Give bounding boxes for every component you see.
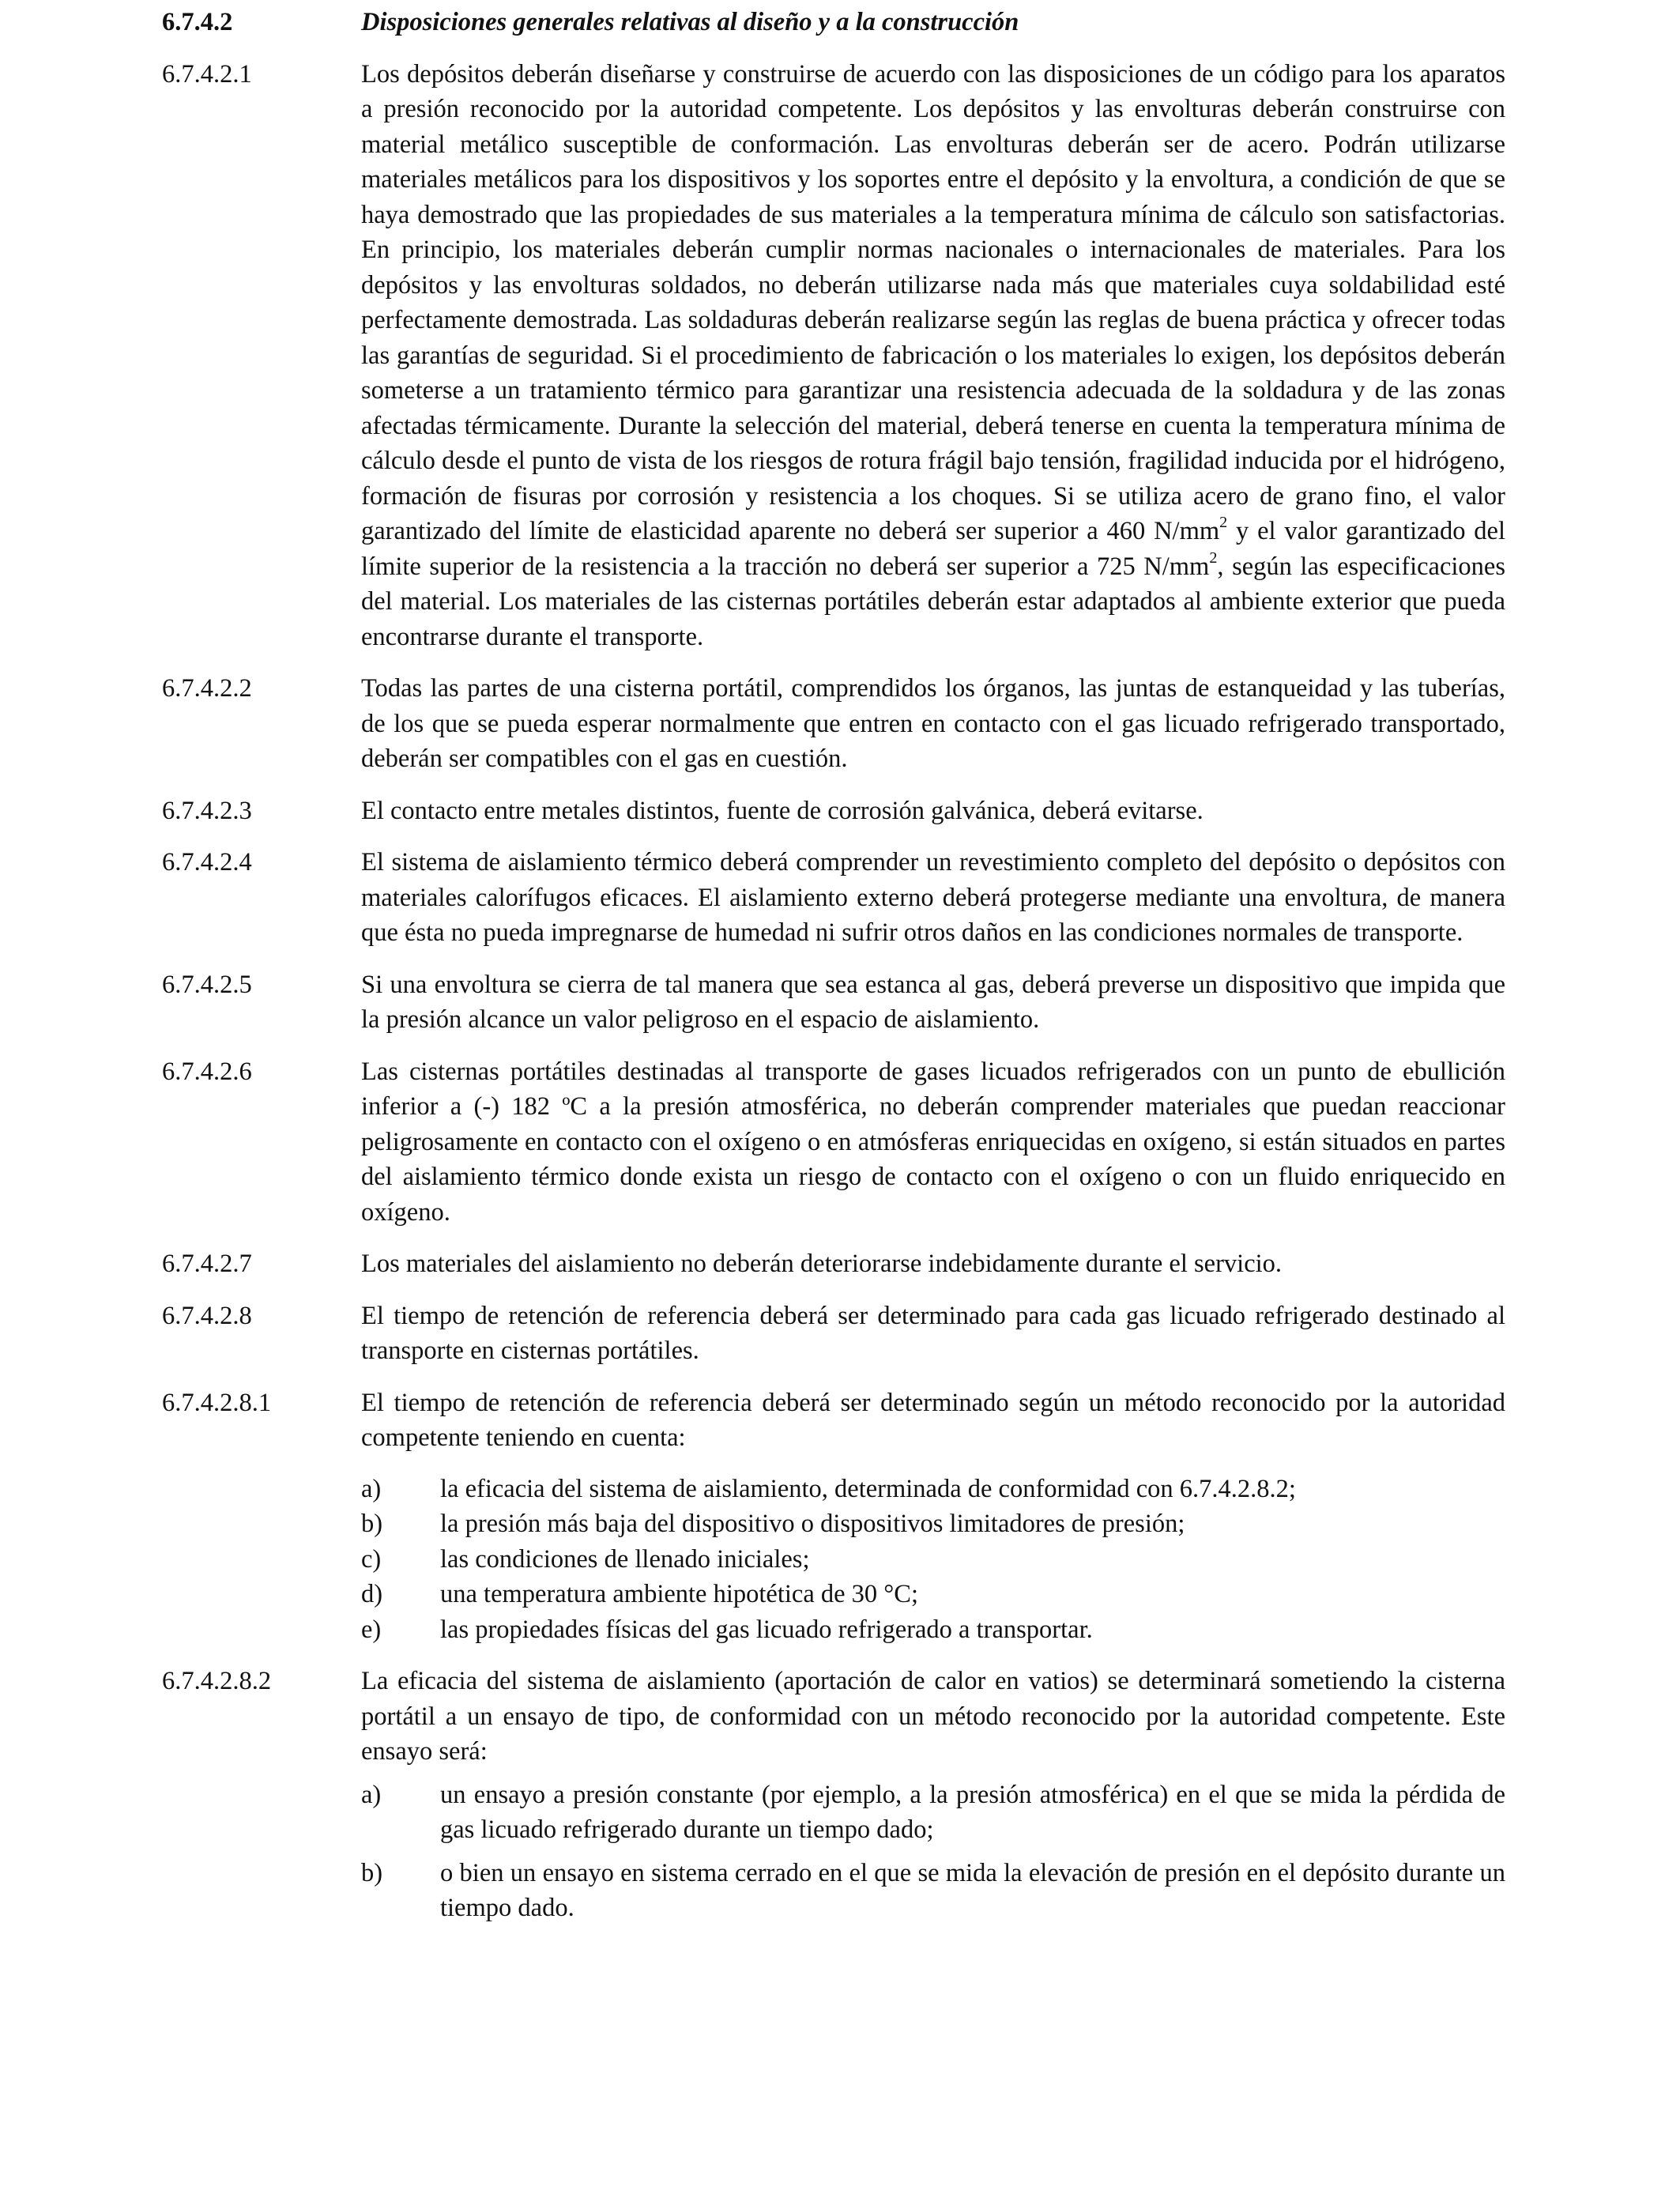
- section-title: Disposiciones generales relativas al diseño y a la construcción: [361, 8, 1019, 36]
- paragraph-number: 6.7.4.2.8: [162, 1301, 252, 1330]
- list-item: [361, 1542, 1505, 1578]
- superscript: 2: [1219, 513, 1228, 531]
- paragraph-text-part: , según las especificaciones del material. Los materiales de las cisternas portátiles deberán estar adaptados al ambiente exterior que pueda encontrarse durante el transporte.: [361, 552, 1506, 651]
- list-item-text: las condiciones de llenado iniciales;: [440, 1544, 810, 1574]
- list-item: [361, 1472, 1505, 1507]
- section-heading: [162, 5, 1505, 40]
- paragraph-text-part: y el valor garantizado del límite superior de la resistencia a la tracción no deberá ser superior a 725 N/mm: [361, 517, 1505, 581]
- paragraph-number: 6.7.4.2.6: [162, 1057, 252, 1086]
- list-marker: a): [361, 1780, 382, 1809]
- list-item-text: la presión más baja del dispositivo o dispositivos limitadores de presión;: [440, 1510, 1185, 1538]
- list-item-text: un ensayo a presión constante (por ejemplo, a la presión atmosférica) en el que se mida la pérdida de gas licuado refrigerado durante un tiempo dado;: [440, 1780, 1505, 1844]
- paragraph-6-7-4-2-8-2: [162, 1664, 1505, 1926]
- paragraph-6-7-4-2-6: [162, 1054, 1505, 1231]
- paragraph-6-7-4-2-3: [162, 794, 1505, 829]
- list-item-text: las propiedades físicas del gas licuado refrigerado a transportar.: [440, 1615, 1093, 1644]
- paragraph-text-part: Los depósitos deberán diseñarse y construirse de acuerdo con las disposiciones de un código para los aparatos a presión reconocido por la autoridad competente. Los depósitos y las envolturas deberán construirse con material metálico susceptible de conformación. Las envolturas deberán ser de acero. Podrán utilizarse materiales metálicos para los dispositivos y los soportes entre el depósito y la envoltura, a condición de que se haya demostrado que las propiedades de sus materiales a la temperatura mínima de cálculo son satisfactorias. En principio, los materiales deberán cumplir normas nacionales o internacionales de materiales. Para los depósitos y las envolturas soldados, no deberán utilizarse nada más que materiales cuya soldabilidad esté perfectamente demostrada. Las soldaduras deberán realizarse según las reglas de buena práctica y ofrecer todas las garantías de seguridad. Si el procedimiento de fabricación o los materiales lo exigen, los depósitos deberán someterse a un tratamiento térmico para garantizar una resistencia adecuada de la soldadura y de las zonas afectadas térmicamente. Durante la selección del material, deberá tenerse en cuenta la temperatura mínima de cálculo desde el punto de vista de los riesgos de rotura frágil bajo tensión, fragilidad inducida por el hidrógeno, formación de fisuras por corrosión y resistencia a los choques. Si se utiliza acero de grano fino, el valor garantizado del límite de elasticidad aparente no deberá ser superior a 460 N/mm: [361, 59, 1505, 545]
- paragraph-6-7-4-2-7: [162, 1246, 1505, 1282]
- paragraph-6-7-4-2-5: [162, 967, 1505, 1038]
- paragraph-number: 6.7.4.2.8.2: [162, 1667, 272, 1695]
- list-item: [361, 1506, 1505, 1542]
- list-marker: c): [361, 1544, 382, 1574]
- document-page: [162, 5, 1505, 1926]
- paragraph-text: [361, 57, 1505, 655]
- list-marker: e): [361, 1615, 382, 1644]
- paragraph-number: 6.7.4.2.3: [162, 796, 252, 825]
- paragraph-number: 6.7.4.2.2: [162, 674, 252, 703]
- list-item-text: la eficacia del sistema de aislamiento, determinada de conformidad con 6.7.4.2.8.2;: [440, 1474, 1296, 1503]
- list-marker: b): [361, 1858, 383, 1887]
- paragraph-text: La eficacia del sistema de aislamiento (aportación de calor en vatios) se determinará sometiendo la cisterna portátil a un ensayo de tipo, de conformidad con un método reconocido por la autoridad competente. Este ensayo será:: [361, 1667, 1505, 1766]
- paragraph-text: Si una envoltura se cierra de tal manera que sea estanca al gas, deberá preverse un dispositivo que impida que la presión alcance un valor peligroso en el espacio de aislamiento.: [361, 970, 1505, 1034]
- list-item: [361, 1612, 1505, 1648]
- list-item: [361, 1777, 1505, 1848]
- paragraph-6-7-4-2-4: [162, 845, 1505, 951]
- paragraph-text: El tiempo de retención de referencia deberá ser determinado para cada gas licuado refrigerado destinado al transporte en cisternas portátiles.: [361, 1301, 1505, 1365]
- paragraph-text: El tiempo de retención de referencia deberá ser determinado según un método reconocido por la autoridad competente teniendo en cuenta:: [361, 1388, 1505, 1452]
- list-item-text: una temperatura ambiente hipotética de 30 °C;: [440, 1580, 918, 1608]
- paragraph-text: El contacto entre metales distintos, fuente de corrosión galvánica, deberá evitarse.: [361, 796, 1203, 825]
- superscript: 2: [1209, 548, 1218, 567]
- paragraph-number: 6.7.4.2.7: [162, 1250, 252, 1278]
- section-number: 6.7.4.2: [162, 8, 233, 36]
- paragraph-body: [361, 1385, 1505, 1648]
- list-item-text: o bien un ensayo en sistema cerrado en el que se mida la elevación de presión en el depósito durante un tiempo dado.: [440, 1858, 1505, 1922]
- criteria-list: [361, 1472, 1505, 1648]
- list-item: [361, 1577, 1505, 1612]
- paragraph-body: [361, 1664, 1505, 1926]
- paragraph-text: El sistema de aislamiento térmico deberá comprender un revestimiento completo del depósito o depósitos con materiales calorífugos eficaces. El aislamiento externo deberá protegerse mediante una envoltura, de manera que ésta no pueda impregnarse de humedad ni sufrir otros daños en las condiciones normales de transporte.: [361, 848, 1505, 947]
- list-item: [361, 1856, 1505, 1926]
- paragraph-text: Los materiales del aislamiento no deberán deteriorarse indebidamente durante el servicio.: [361, 1250, 1283, 1278]
- paragraph-number: 6.7.4.2.1: [162, 59, 252, 89]
- paragraph-text: Todas las partes de una cisterna portátil, comprendidos los órganos, las juntas de estanqueidad y las tuberías, de los que se pueda esperar normalmente que entren en contacto con el gas licuado refrigerado transportado, deberán ser compatibles con el gas en cuestión.: [361, 674, 1505, 773]
- paragraph-text: Las cisternas portátiles destinadas al transporte de gases licuados refrigerados con un punto de ebullición inferior a (-) 182 ºC a la presión atmosférica, no deberán comprender materiales que puedan reaccionar peligrosamente en contacto con el oxígeno o en atmósferas enriquecidas en oxígeno, si están situados en partes del aislamiento térmico donde exista un riesgo de contacto con el oxígeno o con un fluido enriquecido en oxígeno.: [361, 1057, 1505, 1227]
- list-marker: d): [361, 1580, 383, 1608]
- list-marker: a): [361, 1474, 382, 1503]
- paragraph-6-7-4-2-8-1: [162, 1385, 1505, 1648]
- paragraph-6-7-4-2-8: [162, 1299, 1505, 1369]
- paragraph-number: 6.7.4.2.5: [162, 970, 252, 999]
- paragraph-number: 6.7.4.2.4: [162, 848, 252, 876]
- paragraph-6-7-4-2-2: [162, 671, 1505, 777]
- paragraph-6-7-4-2-1: [162, 57, 1505, 655]
- paragraph-number: 6.7.4.2.8.1: [162, 1388, 272, 1417]
- list-marker: b): [361, 1510, 383, 1538]
